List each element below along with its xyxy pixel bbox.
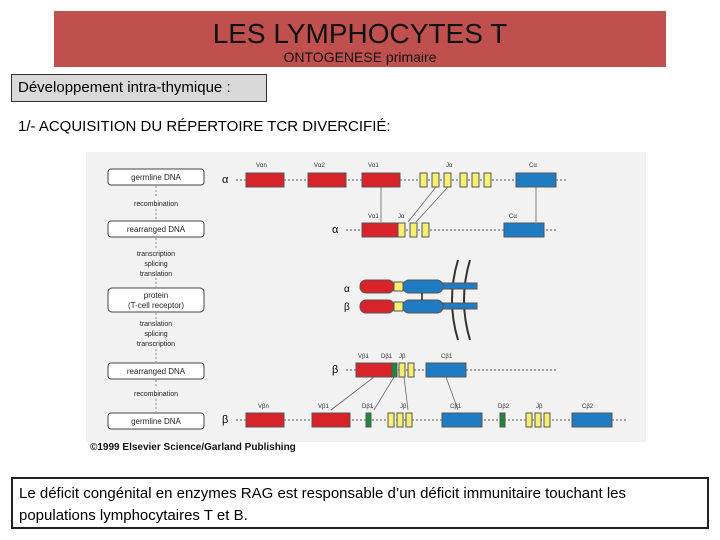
step-rearranged-bottom: rearranged DNA [126, 367, 186, 376]
seg-label-jb-1: Jβ [400, 404, 407, 410]
beta-chain-v-domain [360, 300, 394, 313]
seg-label-db-1: Dβ1 [362, 404, 374, 410]
step-splicing: splicing [144, 261, 168, 268]
seg-label-cb-2: Cβ2 [582, 404, 594, 410]
seg-label-va-n: Vαn [256, 163, 267, 169]
beta-chain-c-domain [403, 300, 443, 313]
step-translation: translation [139, 271, 173, 278]
cb-rearranged-segment [426, 363, 466, 377]
vb-1-segment [312, 413, 350, 427]
jb-2-segment [544, 413, 550, 427]
seg-label-cb-re: Cβ1 [441, 354, 453, 360]
section-label: Développement intra-thymique : [11, 74, 267, 102]
ja-segment [460, 173, 467, 187]
jb-2-segment [526, 413, 532, 427]
page-title: LES LYMPHOCYTES T [212, 18, 508, 49]
alpha-chain-c-domain [403, 280, 443, 293]
section-heading: 1/- ACQUISITION DU RÉPERTOIRE TCR DIVERCIFIÉ: [18, 118, 391, 135]
va-rearranged-segment [362, 223, 398, 237]
cb-1-segment [442, 413, 482, 427]
jb-1-segment [388, 413, 394, 427]
db-rearranged-segment [392, 363, 397, 377]
chain-label-beta-protein: β [344, 302, 350, 313]
seg-label-vb-re: Vβ1 [358, 354, 369, 360]
seg-label-db-2: Dβ2 [498, 404, 510, 410]
chain-label-beta-germline: β [222, 414, 229, 426]
tcr-recombination-figure [86, 152, 646, 455]
jb-rearranged-segment [408, 363, 414, 377]
alpha-chain-v-domain [360, 280, 394, 293]
page-subtitle: ONTOGENESE primaire [283, 49, 437, 65]
seg-label-ja-re: Jα [398, 214, 405, 220]
step-protein-sub: (T-cell receptor) [127, 301, 185, 310]
ja-segment [484, 173, 491, 187]
conclusion-line-2: populations lymphocytaires T et B. [19, 507, 248, 524]
step-transcription: transcription [136, 251, 176, 258]
chain-label-alpha-germline: α [222, 174, 229, 186]
chain-label-alpha-protein: α [344, 284, 350, 295]
ja-segment [432, 173, 439, 187]
conclusion-box [11, 477, 709, 529]
step-transcription-b: transcription [136, 341, 176, 348]
step-germline-bottom: germline DNA [131, 417, 181, 426]
jb-1-segment [397, 413, 403, 427]
step-germline-top: germline DNA [131, 173, 181, 182]
alpha-chain-j-region [394, 282, 403, 291]
vb-n-segment [246, 413, 284, 427]
seg-label-vb-n: Vβn [258, 404, 269, 410]
ja-rearranged-segment [398, 223, 405, 237]
ja-rearranged-segment [410, 223, 417, 237]
step-translation-b: translation [139, 321, 173, 328]
ja-segment [420, 173, 427, 187]
ja-rearranged-segment [422, 223, 429, 237]
seg-label-va-re: Vα1 [368, 214, 379, 220]
seg-label-jb-re: Jβ [399, 354, 406, 360]
seg-label-db-re: Dβ1 [381, 354, 393, 360]
seg-label-va-1: Vα1 [368, 163, 379, 169]
seg-label-cb-1: Cβ1 [450, 404, 462, 410]
beta-transmembrane-tail [443, 303, 477, 309]
seg-label-ja: Jα [446, 163, 453, 169]
va-n-segment [246, 173, 284, 187]
step-splicing-b: splicing [144, 331, 168, 338]
va-1-segment [362, 173, 400, 187]
beta-chain-j-region [394, 302, 403, 311]
seg-label-jb-2: Jβ [536, 404, 543, 410]
step-recombination-bottom: recombination [134, 391, 178, 398]
ja-segment [472, 173, 479, 187]
seg-label-ca: Cα [529, 163, 537, 169]
step-recombination-top: recombination [134, 201, 178, 208]
chain-label-alpha-rearranged: α [332, 224, 339, 236]
db-2-segment [500, 413, 505, 427]
jb-2-segment [535, 413, 541, 427]
figure-credit: ©1999 Elsevier Science/Garland Publishing [90, 442, 296, 453]
tcr-diagram [86, 152, 646, 455]
ca-segment [516, 173, 556, 187]
conclusion-line-1: Le déficit congénital en enzymes RAG est responsable d’un déficit immunitaire touchant les [19, 485, 626, 502]
seg-label-vb-1: Vβ1 [318, 404, 329, 410]
alpha-transmembrane-tail [443, 283, 477, 289]
vb-rearranged-segment [356, 363, 392, 377]
jb-rearranged-segment [399, 363, 405, 377]
jb-1-segment [406, 413, 412, 427]
seg-label-va-2: Vα2 [314, 163, 325, 169]
ca-rearranged-segment [504, 223, 544, 237]
cb-2-segment [572, 413, 612, 427]
db-1-segment [366, 413, 371, 427]
seg-label-ca-re: Cα [509, 214, 517, 220]
title-banner [54, 11, 666, 67]
ja-segment [444, 173, 451, 187]
step-rearranged-top: rearranged DNA [126, 225, 186, 234]
chain-label-beta-rearranged: β [332, 364, 339, 376]
step-protein: protein [143, 291, 169, 300]
va-2-segment [308, 173, 346, 187]
